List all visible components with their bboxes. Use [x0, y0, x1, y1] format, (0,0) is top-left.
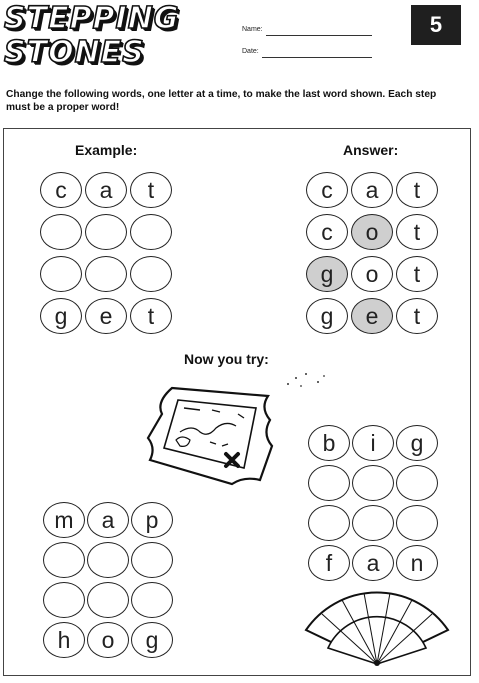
- try.puzzle1-stone-r2-c1[interactable]: [352, 505, 394, 541]
- example-stone-r2-c1[interactable]: [85, 256, 127, 292]
- try.puzzle1-stone-r1-c1[interactable]: [352, 465, 394, 501]
- try.puzzle1-stone-r1-c0[interactable]: [308, 465, 350, 501]
- example-stone-r3-c2: t: [130, 298, 172, 334]
- example-stone-r0-c1: a: [85, 172, 127, 208]
- answer-stone-r2-c1: o: [351, 256, 393, 292]
- answer-stone-r0-c0: c: [306, 172, 348, 208]
- example-stone-r2-c2[interactable]: [130, 256, 172, 292]
- date-label: Date:: [242, 48, 259, 55]
- try.puzzle2-stone-r3-c0: h: [43, 622, 85, 658]
- try.puzzle1-stone-r3-c1: a: [352, 545, 394, 581]
- try.puzzle2-stone-r1-c1[interactable]: [87, 542, 129, 578]
- worksheet-title-line1: STEPPING: [4, 1, 180, 36]
- answer-stone-r3-c2: t: [396, 298, 438, 334]
- try.puzzle2-stone-r1-c0[interactable]: [43, 542, 85, 578]
- example-stone-r1-c2[interactable]: [130, 214, 172, 250]
- try.puzzle2-stone-r2-c2[interactable]: [131, 582, 173, 618]
- answer-stone-r0-c2: t: [396, 172, 438, 208]
- example-stone-r1-c1[interactable]: [85, 214, 127, 250]
- try.puzzle2-stone-r2-c0[interactable]: [43, 582, 85, 618]
- example-stone-r0-c0: c: [40, 172, 82, 208]
- example-heading: Example:: [75, 142, 138, 158]
- decorative-dots-icon: [284, 370, 330, 392]
- try.puzzle1-stone-r0-c1: i: [352, 425, 394, 461]
- example-stone-r0-c2: t: [130, 172, 172, 208]
- try.puzzle2-stone-r0-c2: p: [131, 502, 173, 538]
- answer-stone-r1-c1: o: [351, 214, 393, 250]
- try.puzzle1-stone-r1-c2[interactable]: [396, 465, 438, 501]
- try.puzzle2-stone-r3-c1: o: [87, 622, 129, 658]
- fan-icon: [302, 584, 452, 670]
- example-stone-r3-c1: e: [85, 298, 127, 334]
- example-stone-r3-c0: g: [40, 298, 82, 334]
- try.puzzle2-stone-r3-c2: g: [131, 622, 173, 658]
- try.puzzle1-stone-r2-c0[interactable]: [308, 505, 350, 541]
- date-field[interactable]: [262, 57, 372, 58]
- answer-stone-r1-c0: c: [306, 214, 348, 250]
- try.puzzle2-stone-r0-c1: a: [87, 502, 129, 538]
- treasure-map-icon: [140, 380, 280, 490]
- try.puzzle1-stone-r2-c2[interactable]: [396, 505, 438, 541]
- try.puzzle2-stone-r1-c2[interactable]: [131, 542, 173, 578]
- try.puzzle1-stone-r0-c2: g: [396, 425, 438, 461]
- name-label: Name:: [242, 26, 263, 33]
- answer-heading: Answer:: [343, 142, 399, 158]
- example-stone-r1-c0[interactable]: [40, 214, 82, 250]
- answer-stone-r2-c0: g: [306, 256, 348, 292]
- page-number-badge: 5: [411, 5, 461, 45]
- example-stone-r2-c0[interactable]: [40, 256, 82, 292]
- answer-stone-r1-c2: t: [396, 214, 438, 250]
- now-you-try-heading: Now you try:: [184, 351, 269, 367]
- answer-stone-r0-c1: a: [351, 172, 393, 208]
- instructions-text: Change the following words, one letter at a time, to make the last word shown. Each step must be a proper word!: [6, 89, 437, 113]
- answer-stone-r2-c2: t: [396, 256, 438, 292]
- try.puzzle2-stone-r0-c0: m: [43, 502, 85, 538]
- worksheet-title-line2: STONES: [4, 35, 145, 70]
- answer-stone-r3-c0: g: [306, 298, 348, 334]
- try.puzzle1-stone-r0-c0: b: [308, 425, 350, 461]
- try.puzzle2-stone-r2-c1[interactable]: [87, 582, 129, 618]
- name-field[interactable]: [266, 35, 372, 36]
- answer-stone-r3-c1: e: [351, 298, 393, 334]
- try.puzzle1-stone-r3-c0: f: [308, 545, 350, 581]
- try.puzzle1-stone-r3-c2: n: [396, 545, 438, 581]
